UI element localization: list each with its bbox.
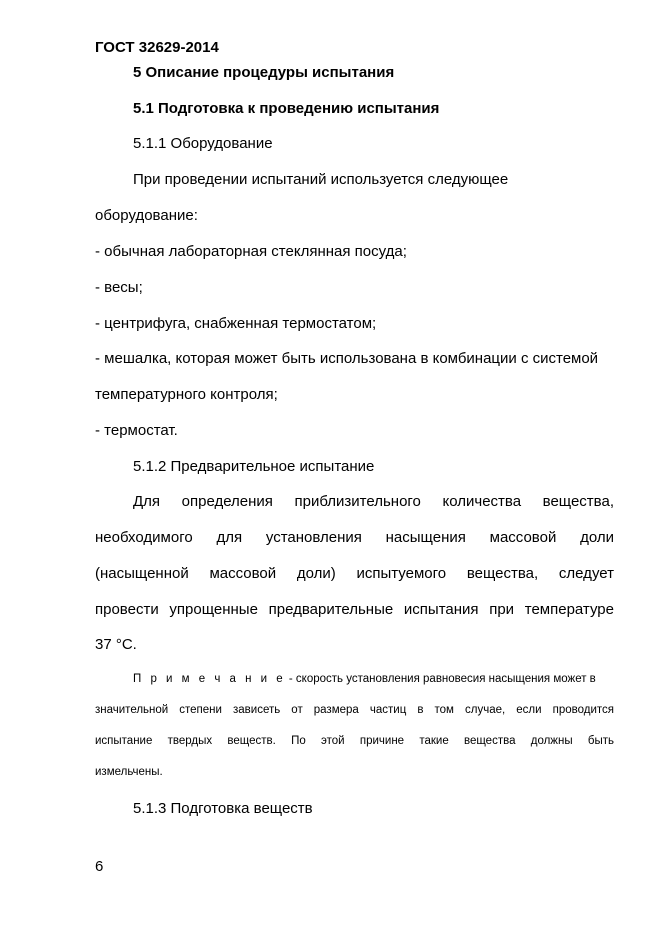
equipment-item: - термостат. [95,422,178,439]
equipment-intro-line-1: При проведении испытаний используется следующее [133,171,509,188]
equipment-intro-line-2: оборудование: [95,207,198,224]
equipment-item: - мешалка, которая может быть использована в комбинации с системой [95,350,599,367]
preliminary-test-heading: 5.1.2 Предварительное испытание [133,458,375,475]
document-code-header: ГОСТ 32629-2014 [95,39,219,56]
note-line-1-text: - скорость установления равновесия насыщения может в [285,673,596,685]
note-line-3: испытание твердых веществ. По этой причине такие вещества должны быть [95,735,614,747]
substances-heading: 5.1.3 Подготовка веществ [133,800,313,817]
equipment-item: - весы; [95,279,143,296]
equipment-item: - обычная лабораторная стеклянная посуда; [95,243,407,260]
preliminary-text-line: (насыщенной массовой доли) испытуемого вещества, следует [95,565,614,582]
note-line-2: значительной степени зависеть от размера частиц в том случае, если проводится [95,704,614,716]
equipment-item-continuation: температурного контроля; [95,386,278,403]
equipment-item: - центрифуга, снабженная термостатом; [95,315,377,332]
subsection-title: 5.1 Подготовка к проведению испытания [133,100,440,117]
preliminary-text-line: необходимого для установления насыщения массовой доли [95,529,614,546]
preliminary-text-line: Для определения приблизительного количества вещества, [133,493,614,510]
note-line-1 [133,672,614,686]
preliminary-temperature: 37 °С. [95,636,137,653]
note-line-4: измельчены. [95,766,163,778]
preliminary-text-line: провести упрощенные предварительные испытания при температуре [95,601,614,618]
page-number: 6 [95,858,104,875]
note-label: П р и м е ч а н и е [133,673,286,685]
section-title: 5 Описание процедуры испытания [133,64,395,81]
equipment-heading: 5.1.1 Оборудование [133,135,273,152]
